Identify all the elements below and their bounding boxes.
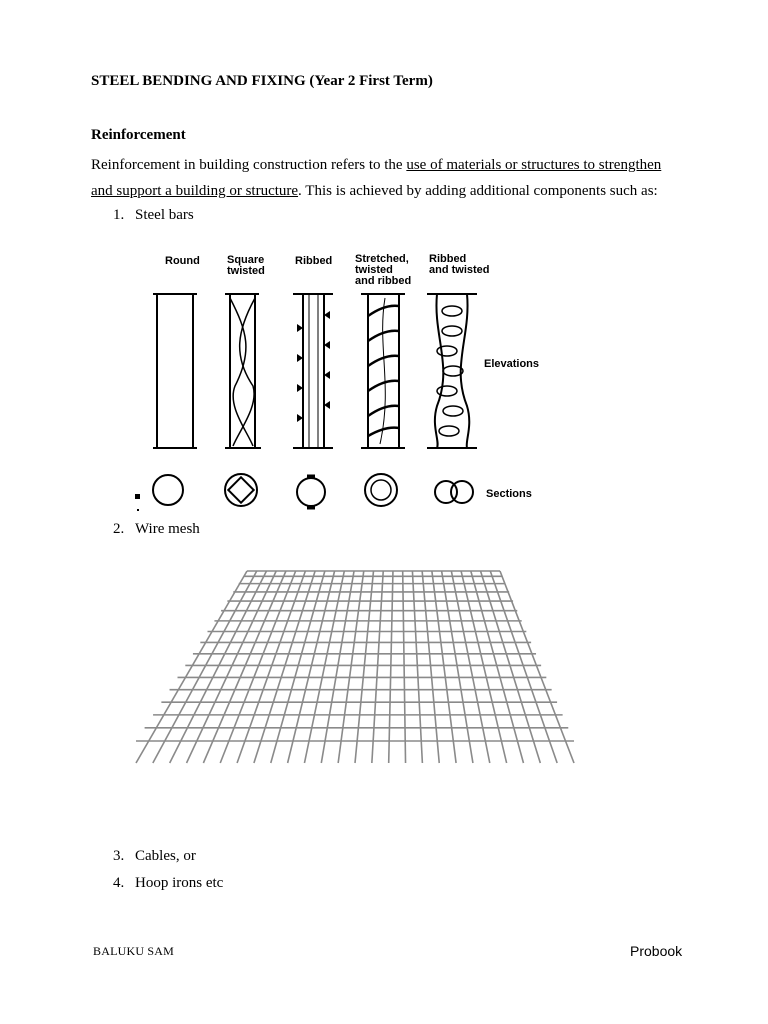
list-number: 1. (113, 207, 125, 223)
label-and-twisted: and twisted (429, 264, 490, 276)
label-square: Square (227, 254, 265, 266)
label-sections: Sections (486, 488, 532, 500)
label-stretched: Stretched, (355, 253, 409, 265)
footer-device: Probook (630, 943, 683, 959)
wire-mesh-image (132, 565, 578, 775)
label-round: Round (165, 255, 200, 267)
intro-text-after: . This is achieved by adding additional components such as: (298, 183, 658, 199)
label-stretched-twisted: twisted (355, 264, 393, 276)
intro-underlined-1: use of materials or structures to strengthen (406, 157, 662, 173)
label-ribbed: Ribbed (295, 255, 333, 267)
intro-paragraph (91, 152, 691, 204)
list-text: Cables, or (135, 848, 196, 864)
list-text: Hoop irons etc (135, 875, 224, 891)
label-and-ribbed: and ribbed (355, 275, 412, 287)
list-text: Wire mesh (135, 521, 200, 537)
list-item (113, 848, 196, 865)
list-item (113, 521, 200, 538)
label-twisted: twisted (227, 265, 265, 277)
list-item (113, 207, 194, 224)
list-number: 3. (113, 848, 125, 864)
document-title: STEEL BENDING AND FIXING (Year 2 First Term) (91, 73, 433, 89)
steel-bars-figure (135, 236, 565, 514)
list-number: 2. (113, 521, 125, 537)
intro-text-before: Reinforcement in building construction refers to the (91, 157, 407, 173)
label-elevations: Elevations (484, 358, 540, 370)
label-ribbed-2: Ribbed (429, 253, 467, 265)
footer-author: BALUKU SAM (93, 944, 175, 958)
list-text: Steel bars (135, 207, 194, 223)
intro-underlined-2: and support a building or structure (91, 183, 299, 199)
list-number: 4. (113, 875, 125, 891)
section-heading: Reinforcement (91, 127, 186, 143)
list-item (113, 875, 223, 892)
